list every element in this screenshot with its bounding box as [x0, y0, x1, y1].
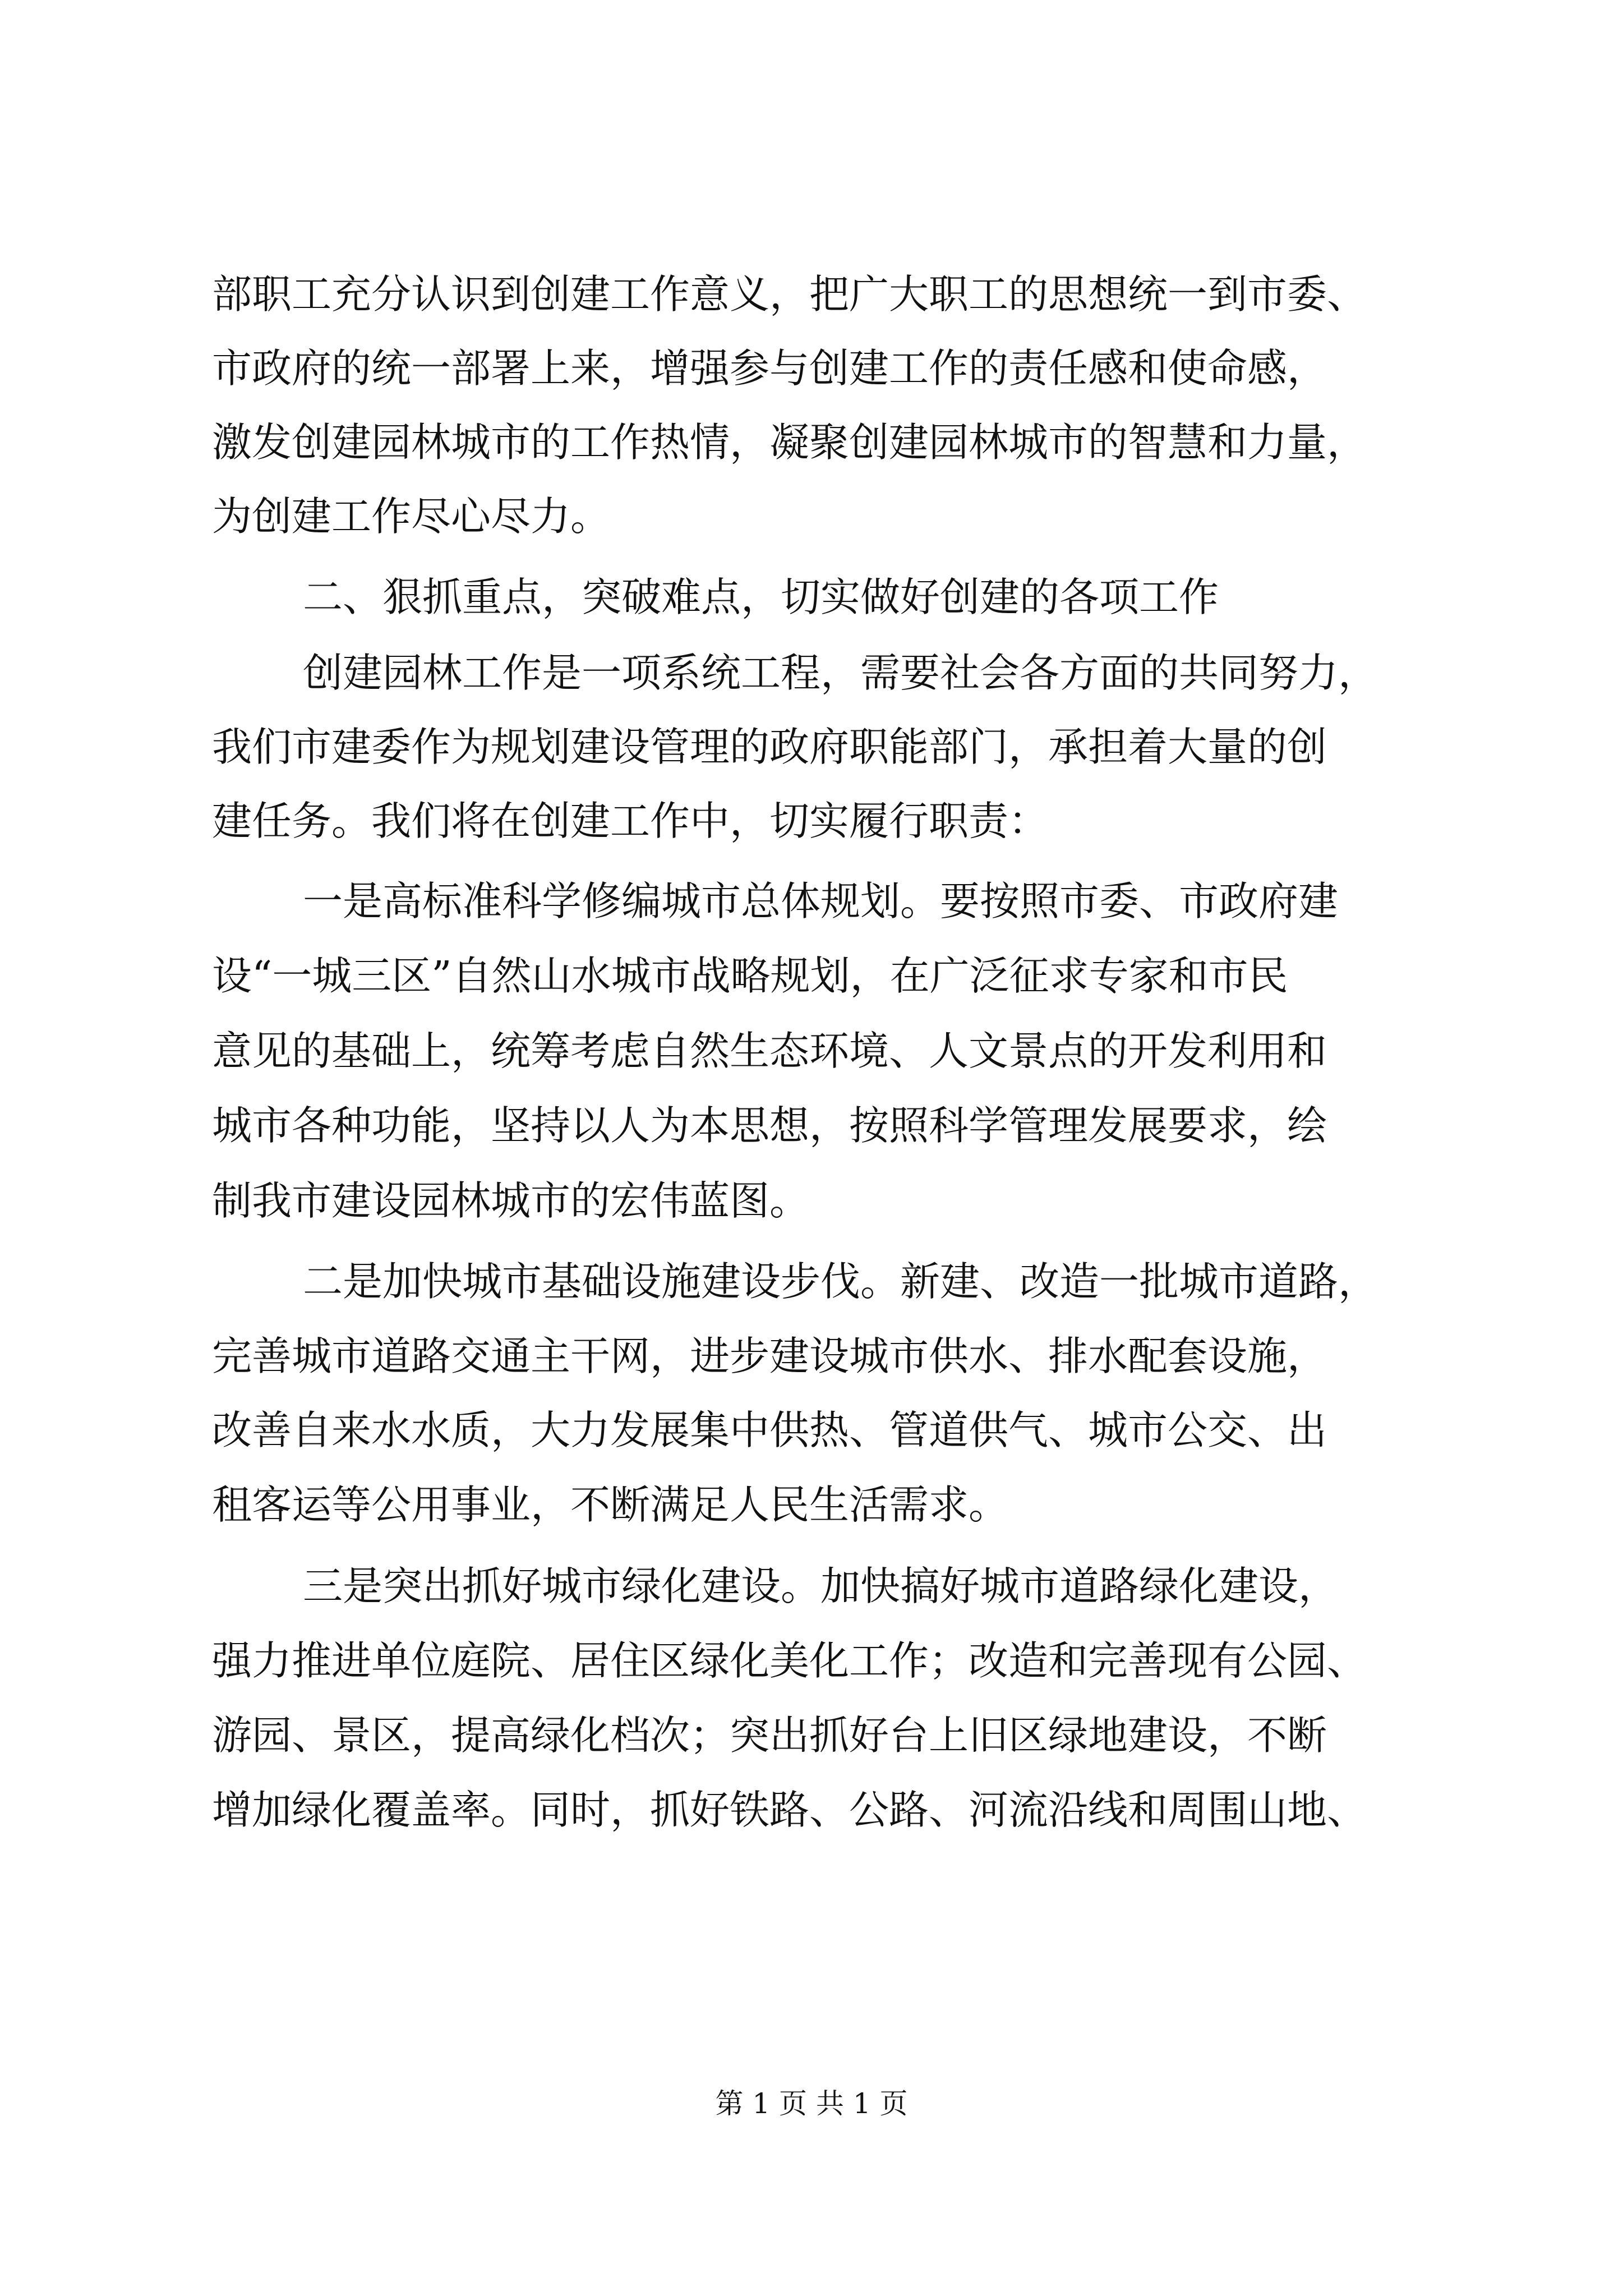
section-heading: 二、狠抓重点，突破难点，切实做好创建的各项工作 [303, 574, 1219, 620]
text-line: 城市各种功能，坚持以人为本思想，按照科学管理发展要求，绘 [212, 1102, 1327, 1149]
text-line: 租客运等公用事业，不断满足人民生活需求。 [212, 1481, 1009, 1528]
text-line: 强力推进单位庭院、居住区绿化美化工作；改造和完善现有公园、 [212, 1637, 1367, 1684]
text-line: 创建园林工作是一项系统工程，需要社会各方面的共同努力， [303, 650, 1378, 696]
text-line: 二是加快城市基础设施建设步伐。新建、改造一批城市道路， [303, 1258, 1378, 1305]
text-line: 为创建工作尽心尽力。 [212, 493, 611, 540]
page-number-footer: 第 1 页 共 1 页 [715, 2087, 908, 2120]
text-line: 我们市建委作为规划建设管理的政府职能部门，承担着大量的创 [212, 724, 1327, 770]
text-line: 意见的基础上，统筹考虑自然生态环境、人文景点的开发利用和 [212, 1028, 1327, 1074]
text-line: 三是突出抓好城市绿化建设。加快搞好城市道路绿化建设， [303, 1563, 1339, 1609]
text-line: 制我市建设园林城市的宏伟蓝图。 [212, 1177, 810, 1224]
text-line: 增加绿化覆盖率。同时，抓好铁路、公路、河流沿线和周围山地、 [212, 1787, 1367, 1833]
text-line: 激发创建园林城市的工作热情，凝聚创建园林城市的智慧和力量， [212, 419, 1367, 466]
text-line: 市政府的统一部署上来，增强参与创建工作的责任感和使命感， [212, 345, 1327, 392]
text-line: 建任务。我们将在创建工作中，切实履行职责： [212, 798, 1049, 844]
text-line: 完善城市道路交通主干网，进步建设城市供水、排水配套设施， [212, 1333, 1327, 1379]
text-line: 部职工充分认识到创建工作意义，把广大职工的思想统一到市委、 [212, 271, 1367, 318]
text-line: 设“一城三区”自然山水城市战略规划，在广泛征求专家和市民 [212, 953, 1288, 999]
text-line: 一是高标准科学修编城市总体规划。要按照市委、市政府建 [303, 878, 1339, 924]
text-line: 改善自来水水质，大力发展集中供热、管道供气、城市公交、出 [212, 1407, 1327, 1453]
text-line: 游园、景区，提高绿化档次；突出抓好台上旧区绿地建设，不断 [212, 1712, 1327, 1759]
